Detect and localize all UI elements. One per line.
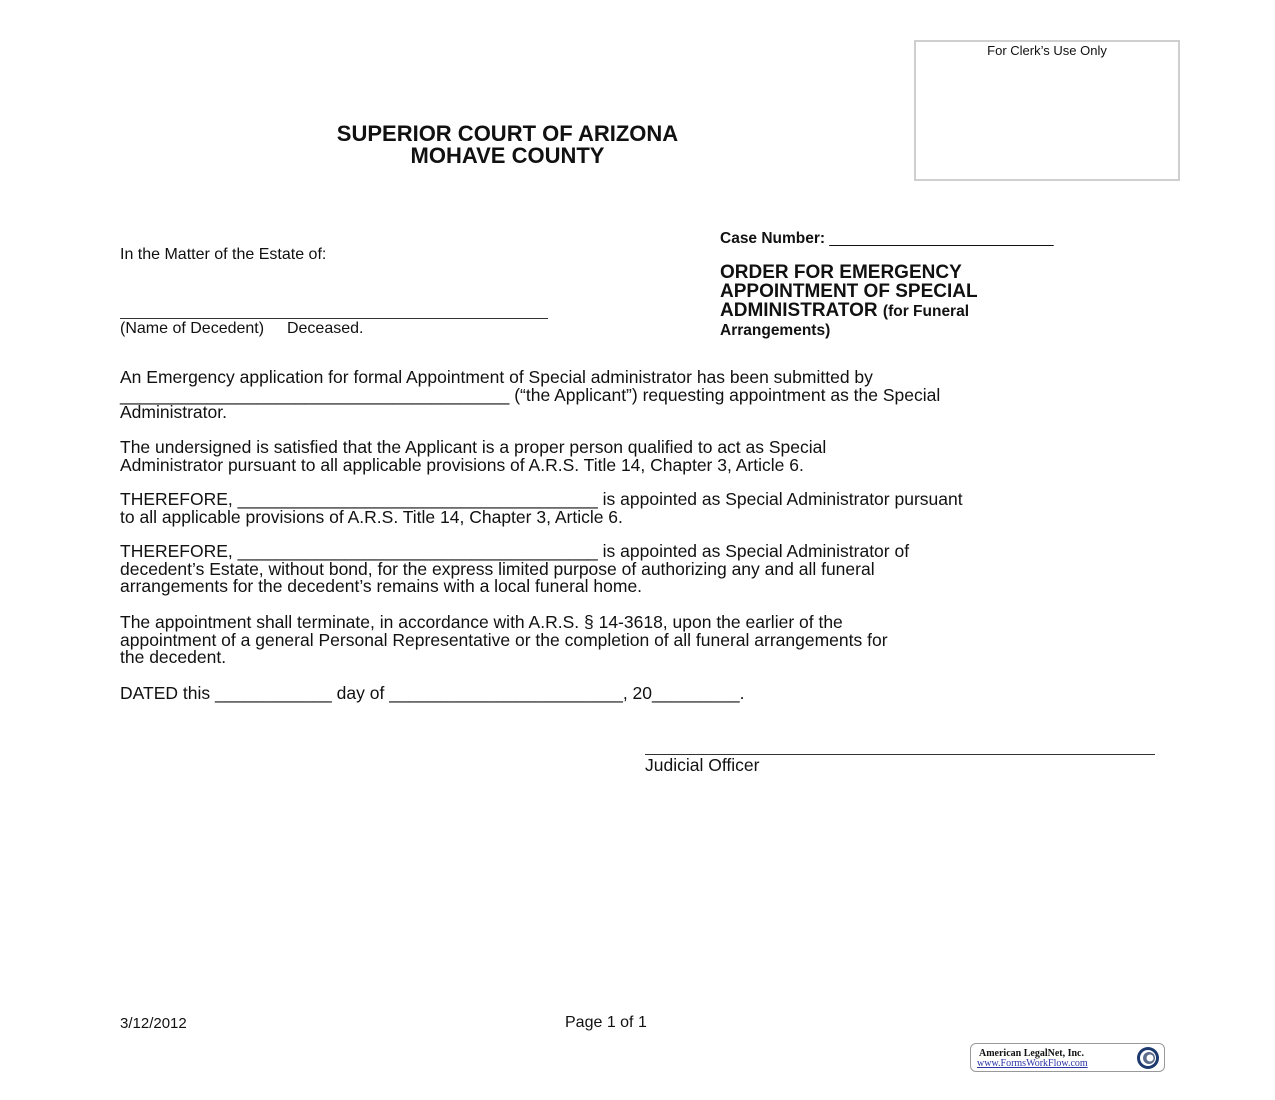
title-line-2: APPOINTMENT OF SPECIAL bbox=[720, 281, 978, 302]
title-line-1: ORDER FOR EMERGENCY bbox=[720, 262, 962, 283]
paragraph-application: An Emergency application for formal Appointment of Special administrator has been submitted by ________________________________________ (“the Applicant”) requesting appointment as the Special Administrator. bbox=[120, 367, 941, 422]
matter-label: In the Matter of the Estate of: bbox=[120, 246, 327, 263]
month-field[interactable]: ________________________ bbox=[389, 683, 623, 703]
decedent-label: (Name of Decedent) bbox=[120, 320, 265, 337]
american-legalnet-logo[interactable] bbox=[970, 1043, 1165, 1072]
title-line-4: Arrangements) bbox=[720, 322, 831, 339]
document-title bbox=[720, 263, 978, 340]
special-administrator-name-field-1[interactable]: _____________________________________ bbox=[237, 489, 598, 509]
paragraph-therefore-1: THEREFORE, _____________________________________ is appointed as Special Administrator pursuant to all applicable provisions of A.R.S. Title 14, Chapter 3, Article 6. bbox=[120, 489, 963, 527]
dated-line: DATED this ____________ day of ________________________, 20_________. bbox=[120, 683, 745, 703]
court-name: SUPERIOR COURT OF ARIZONA bbox=[336, 121, 679, 146]
deceased-label: Deceased. bbox=[286, 320, 364, 337]
title-line-3: ADMINISTRATOR (for Funeral bbox=[720, 300, 970, 321]
case-number-label: Case Number: bbox=[720, 230, 826, 247]
clerk-use-box bbox=[914, 40, 1180, 181]
page-number: Page 1 of 1 bbox=[565, 1014, 647, 1031]
day-field[interactable]: ____________ bbox=[214, 683, 332, 703]
logo-url-link[interactable]: www.FormsWorkFlow.com bbox=[977, 1058, 1088, 1069]
paragraph-termination: The appointment shall terminate, in accordance with A.R.S. § 14-3618, upon the earlier of the appointment of a general Personal Representative or the completion of all funeral arrangements for the decedent. bbox=[120, 612, 888, 667]
clerk-use-label: For Clerk’s Use Only bbox=[987, 43, 1107, 58]
globe-icon bbox=[1136, 1046, 1160, 1070]
judicial-officer-label: Judicial Officer bbox=[645, 755, 760, 775]
year-field[interactable]: _________ bbox=[652, 683, 740, 703]
paragraph-satisfied: The undersigned is satisfied that the Applicant is a proper person qualified to act as Special Administrator pursuant to all applicable provisions of A.R.S. Title 14, Chapter 3, Article 6. bbox=[120, 437, 827, 475]
footer-date: 3/12/2012 bbox=[120, 1015, 187, 1032]
decedent-name-field[interactable] bbox=[120, 318, 548, 319]
court-county: MOHAVE COUNTY bbox=[410, 143, 605, 168]
case-number-row bbox=[720, 230, 1054, 248]
applicant-name-field[interactable]: ________________________________________ bbox=[120, 384, 510, 405]
paragraph-therefore-2: THEREFORE, _____________________________________ is appointed as Special Administrator of decedent’s Estate, without bond, for the express limited purpose of authorizing any and all funeral arrangements for the decedent’s remains with a local funeral home. bbox=[120, 541, 910, 596]
logo-company-name: American LegalNet, Inc. bbox=[979, 1048, 1084, 1059]
decedent-caption bbox=[120, 320, 363, 338]
special-administrator-name-field-2[interactable]: _____________________________________ bbox=[237, 541, 598, 561]
case-number-field[interactable]: __________________________ bbox=[829, 230, 1054, 247]
